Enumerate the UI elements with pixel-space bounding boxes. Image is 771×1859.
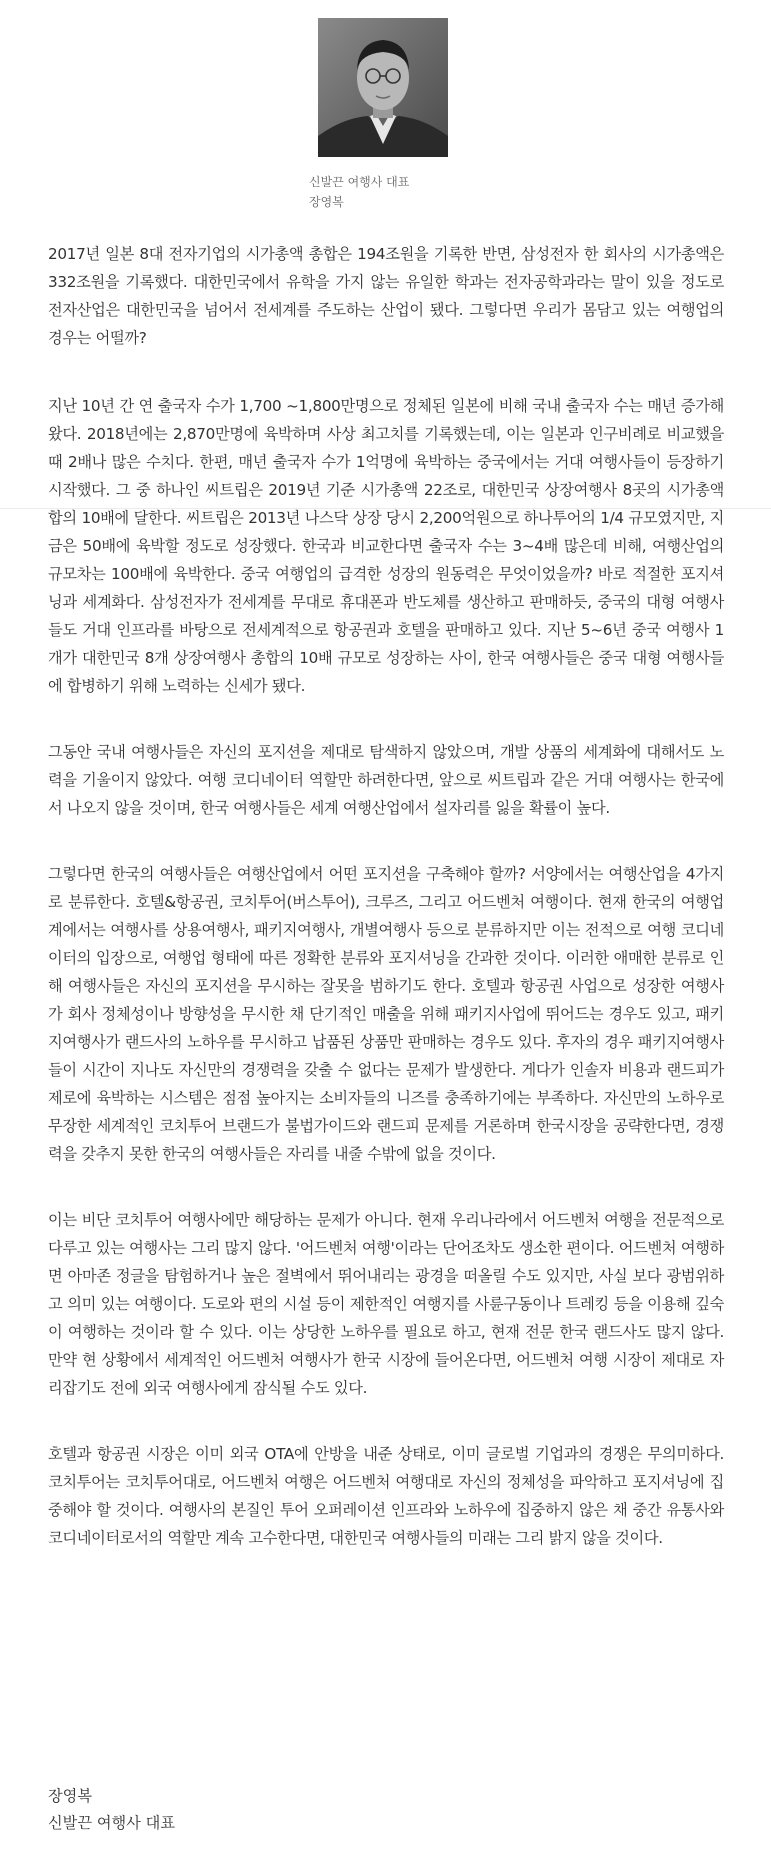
article-paragraph-3: 그동안 국내 여행사들은 자신의 포지션을 제대로 탐색하지 않았으며, 개발 상품의 세계화에 대해서도 노력을 기울이지 않았다. 여행 코디네이터 역할만 하려한다면, 앞으로 씨트립과 같은 거대 여행사는 한국에서 나오지 않을 것이며, 한국 여행사들은 세계 여행산업에서 설자리를 잃을 확률이 높다. <box>48 743 724 817</box>
article-paragraph-5: 이는 비단 코치투어 여행사에만 해당하는 문제가 아니다. 현재 우리나라에서 어드벤처 여행을 전문적으로 다루고 있는 여행사는 그리 많지 않다. '어드벤처 여행'이라는 단어조차도 생소한 편이다. 어드벤처 여행하면 아마존 정글을 탐험하거나 높은 절벽에서 뛰어내리는 광경을 떠올릴 수도 있지만, 사실 보다 광범위하고 의미 있는 여행이다. 도로와 편의 시설 등이 제한적인 여행지를 사륜구동이나 트레킹 등을 이용해 깊숙이 여행하는 것이라 할 수 있다. 이는 상당한 노하우를 필요로 하고, 현재 전문 한국 랜드사도 많지 않다. 만약 현 상황에서 세계적인 어드벤처 여행사가 한국 시장에 들어온다면, 어드벤처 여행 시장이 제대로 자리잡기도 전에 외국 여행사에게 잠식될 수도 있다. <box>48 1211 724 1397</box>
article-body <box>48 240 724 1590</box>
author-portrait-image <box>318 18 448 157</box>
signature-name: 장영복 <box>48 1787 93 1805</box>
author-caption <box>309 172 409 212</box>
author-caption-name: 장영복 <box>309 195 344 209</box>
author-signature <box>48 1783 175 1837</box>
signature-title: 신발끈 여행사 대표 <box>48 1814 176 1832</box>
article-paragraph-1: 2017년 일본 8대 전자기업의 시가총액 총합은 194조원을 기록한 반면, 삼성전자 한 회사의 시가총액은 332조원을 기록했다. 대한민국에서 유학을 가지 않는 유일한 학과는 전자공학과라는 말이 있을 정도로 전자산업은 대한민국을 넘어서 전세계를 주도하는 산업이 됐다. 그렇다면 우리가 몸담고 있는 여행업의 경우는 어떨까? <box>48 245 724 347</box>
author-photo <box>318 18 448 157</box>
author-caption-title: 신발끈 여행사 대표 <box>309 175 410 189</box>
article-paragraph-2: 지난 10년 간 연 출국자 수가 1,700 ~1,800만명으로 정체된 일본에 비해 국내 출국자 수는 매년 증가해왔다. 2018년에는 2,870만명에 육박하며 사상 최고치를 기록했는데, 이는 일본과 인구비례로 비교했을 때 2배나 많은 수치다. 한편, 매년 출국자 수가 1억명에 육박하는 중국에서는 거대 여행사들이 등장하기 시작했다. 그 중 하나인 씨트립은 2019년 기준 시가총액 22조로, 대한민국 상장여행사 8곳의 시가총액 합의 10배에 달한다. 씨트립은 2013년 나스닥 상장 당시 2,200억원으로 하나투어의 1/4 규모였지만, 지금은 50배에 육박할 정도로 성장했다. 한국과 비교한다면 출국자 수는 3~4배 많은데 비해, 여행산업의 규모차는 100배에 육박한다. 중국 여행업의 급격한 성장의 원동력은 무엇이었을까? 바로 적절한 포지셔닝과 세계화다. 삼성전자가 전세계를 무대로 휴대폰과 반도체를 생산하고 판매하듯, 중국의 대형 여행사들도 거대 인프라를 바탕으로 전세계적으로 항공권과 호텔을 판매하고 있다. 지난 5~6년 중국 여행사 1개가 대한민국 8개 상장여행사 총합의 10배 규모로 성장하는 사이, 한국 여행사들은 중국 대형 여행사들에 합병하기 위해 노력하는 신세가 됐다. <box>48 397 724 695</box>
article-paragraph-4: 그렇다면 한국의 여행사들은 여행산업에서 어떤 포지션을 구축해야 할까? 서양에서는 여행산업을 4가지로 분류한다. 호텔&항공권, 코치투어(버스투어), 크루즈, 그리고 어드벤처 여행이다. 현재 한국의 여행업계에서는 여행사를 상용여행사, 패키지여행사, 개별여행사 등으로 분류하지만 이는 전적으로 여행 코디네이터의 입장으로, 여행업 형태에 따른 정확한 분류와 포지셔닝을 간과한 것이다. 이러한 애매한 분류로 인해 여행사들은 자신의 포지션을 무시하는 잘못을 범하기도 한다. 호텔과 항공권 사업으로 성장한 여행사가 회사 정체성이나 방향성을 무시한 채 단기적인 매출을 위해 패키지사업에 뛰어드는 경우도 있고, 패키지여행사가 랜드사의 노하우를 무시하고 납품된 상품만 판매하는 경우도 있다. 후자의 경우 패키지여행사들이 시간이 지나도 자신만의 경쟁력을 갖출 수 없다는 문제가 발생한다. 게다가 인솔자 비용과 랜드피가 제로에 육박하는 시스템은 점점 높아지는 소비자들의 니즈를 충족하기에는 부족하다. 자신만의 노하우로 무장한 세계적인 코치투어 브랜드가 불법가이드와 랜드피 문제를 거론하며 한국시장을 공략한다면, 경쟁력을 갖추지 못한 한국의 여행사들은 자리를 내줄 수밖에 없을 것이다. <box>48 865 724 1163</box>
article-paragraph-6: 호텔과 항공권 시장은 이미 외국 OTA에 안방을 내준 상태로, 이미 글로벌 기업과의 경쟁은 무의미하다. 코치투어는 코치투어대로, 어드벤처 여행은 어드벤처 여행대로 자신의 정체성을 파악하고 포지셔닝에 집중해야 할 것이다. 여행사의 본질인 투어 오퍼레이션 인프라와 노하우에 집중하지 않은 채 중간 유통사와 코디네이터로서의 역할만 계속 고수한다면, 대한민국 여행사들의 미래는 그리 밝지 않을 것이다. <box>48 1445 724 1547</box>
